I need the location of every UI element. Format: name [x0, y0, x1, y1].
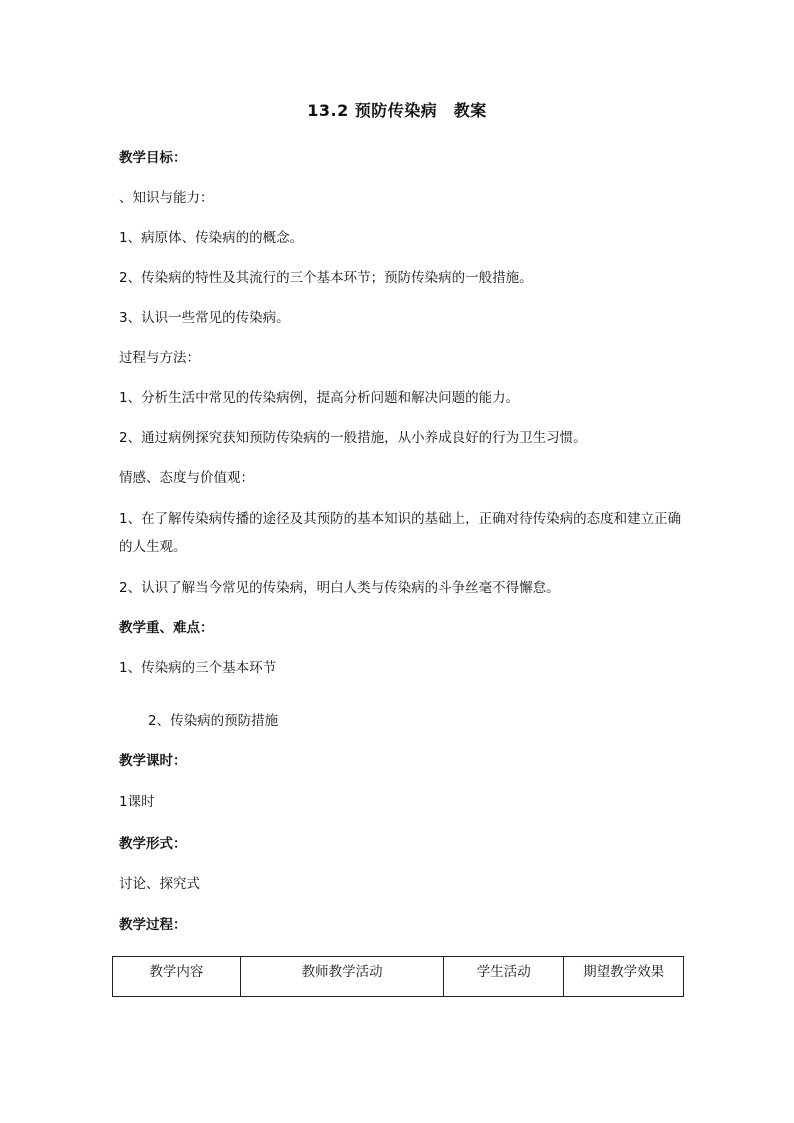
hours-value: 1课时: [119, 794, 155, 810]
knowledge-item-3: 3、认识一些常见的传染病。: [119, 310, 290, 326]
process-heading: 过程与方法：: [119, 350, 200, 366]
teaching-process-table: [112, 956, 684, 997]
emotion-item-2: 2、认识了解当今常见的传染病，明白人类与传染病的斗争丝毫不得懈怠。: [119, 580, 560, 596]
form-heading: 教学形式：: [119, 836, 187, 852]
knowledge-heading: 、知识与能力：: [119, 190, 214, 206]
knowledge-item-1: 1、病原体、传染病的的概念。: [119, 230, 304, 246]
process-item-2: 2、通过病例探究获知预防传染病的一般措施，从小养成良好的行为卫生习惯。: [119, 430, 587, 446]
steps-heading: 教学过程：: [119, 917, 187, 933]
key-point-item-1: 1、传染病的三个基本环节: [119, 660, 277, 676]
hours-heading: 教学课时：: [119, 753, 187, 769]
form-value: 讨论、探究式: [119, 876, 200, 892]
knowledge-item-2: 2、传染病的特性及其流行的三个基本环节；预防传染病的一般措施。: [119, 270, 533, 286]
table-header-expected-effect: 期望教学效果: [564, 957, 684, 997]
process-item-1: 1、分析生活中常见的传染病例，提高分析问题和解决问题的能力。: [119, 390, 520, 406]
table-header-content: 教学内容: [113, 957, 241, 997]
emotion-item-1: 1、在了解传染病传播的途径及其预防的基本知识的基础上，正确对待传染病的态度和建立正确的人生观。: [119, 511, 682, 555]
document-title: 13.2 预防传染病 教案: [307, 101, 487, 120]
table-header-row: [113, 957, 684, 997]
key-points-heading: 教学重、难点：: [119, 620, 214, 636]
emotion-heading: 情感、态度与价值观：: [119, 470, 254, 486]
table-header-student-activity: 学生活动: [444, 957, 564, 997]
key-point-item-2: 2、传染病的预防措施: [148, 713, 279, 729]
objectives-heading: 教学目标：: [119, 150, 187, 166]
table-header-teacher-activity: 教师教学活动: [240, 957, 444, 997]
